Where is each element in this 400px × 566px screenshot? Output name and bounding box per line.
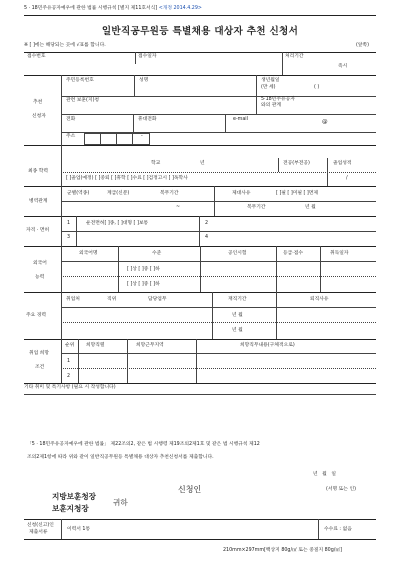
attachment-label-1: 신청(신고)인: [27, 523, 54, 528]
desired-position-label: 희망직렬: [86, 343, 105, 348]
service-months-value: 년 월: [305, 205, 316, 210]
major-label: 전공(부전공): [283, 161, 310, 166]
address-label: 주소: [66, 134, 76, 139]
page-side-mark: (앞쪽): [356, 43, 370, 48]
merit-relation-label-2: 와의 관계: [261, 103, 282, 108]
desired-row-2-number: 2: [67, 374, 71, 379]
career-duty-label: 담당업무: [148, 297, 167, 302]
merit-relation-label-1: 5·18민주유공자: [261, 97, 295, 102]
cert-row-2-number: 2: [205, 221, 209, 226]
applicant-label: 신청인: [178, 485, 202, 494]
recipient-regional-office: 지방보훈청장: [52, 492, 97, 501]
career-reason-label: 퇴직사유: [310, 297, 329, 302]
application-date: 년 월 일: [313, 472, 336, 477]
language-score-label: 등급·점수: [283, 251, 304, 256]
name-label: 성명: [139, 78, 149, 83]
language-name-label: 외국어명: [79, 251, 98, 256]
employer-label: 취업처: [66, 297, 80, 302]
career-period-value-2: 년 월: [232, 328, 243, 333]
desired-duty-label: 희망직무내용(구체적으로): [240, 343, 295, 348]
desired-section-label-2: 조건: [35, 365, 45, 370]
career-period-label: 재직기간: [228, 297, 247, 302]
signature-hint: (서명 또는 인): [326, 487, 356, 492]
birth-sub-label: (만 세): [261, 85, 276, 90]
email-label: e-mail: [233, 117, 248, 122]
military-section-label: 병역관계: [29, 199, 48, 204]
cert-row-4-number: 4: [205, 235, 209, 240]
language-test-label: 공인시험: [228, 251, 247, 256]
career-position-label: 직위: [107, 297, 117, 302]
applicant-section-label-1: 추천: [33, 100, 43, 105]
attachment-label-2: 제출서류: [29, 530, 48, 535]
school-label: 학교: [151, 161, 161, 166]
education-status-options[interactable]: [ ]졸업(예정) [ ]중퇴 [ ]휴학 [ ]수료 [ ]검정고시 [ ]독학사: [66, 176, 188, 181]
cert-row-3-number: 3: [67, 235, 71, 240]
relation-office-label: 관련 보훈(지)청: [66, 98, 100, 103]
language-level-options-2[interactable]: [ ]상 [ ]중 [ ]하: [127, 282, 160, 287]
rank-label: 계급(신분): [107, 191, 130, 196]
grade-label: 졸업성적: [333, 161, 352, 166]
processing-period-value: 즉시: [338, 64, 348, 69]
form-title: 일반직공무원등 특별채용 대상자 추천 신청서: [101, 26, 299, 37]
language-section-label-1: 외국어: [33, 261, 47, 266]
branch-label: 군별(역종): [67, 191, 90, 196]
desired-section-label-1: 취업 희망: [29, 351, 50, 356]
email-at-symbol: @: [322, 119, 328, 125]
phone-label: 전화: [66, 117, 76, 122]
desired-rank-label: 순위: [65, 343, 75, 348]
language-level-options-1[interactable]: [ ]상 [ ]중 [ ]하: [127, 267, 160, 272]
discharge-reason-label: 제대사유: [232, 191, 251, 196]
receipt-bottom-rule: [24, 75, 376, 76]
hobby-notes-label: 기타 취미 및 특기사항 (필요 시 작성합니다): [24, 385, 116, 390]
applicant-section-label-2: 신청자: [32, 114, 46, 119]
age-field[interactable]: ( ): [314, 85, 320, 90]
law-reference: [24, 7, 202, 12]
paper-spec: 210mm×297mm[백상지 80g/㎡ 또는 중질지 80g/㎡]: [223, 548, 343, 553]
law-title: 5 · 18민주유공자예우에 관한 법률 시행규칙 [별지 제11호서식]: [24, 6, 158, 11]
language-date-label: 취득일자: [330, 251, 349, 256]
mobile-label: 휴대전화: [138, 117, 157, 122]
receipt-number-label: 접수번호: [27, 54, 46, 59]
receipt-top-rule: [24, 52, 376, 53]
revision-note: <개정 2014.4.29>: [158, 6, 202, 11]
id-number-label: 주민등록번호: [66, 78, 94, 83]
grade-slash: /: [346, 176, 348, 181]
declaration-line-1: 「5 · 18민주유공자예우에 관한 법률」 제22조의2, 같은 법 시행령 제19조의2제1호 및 같은 법 시행규칙 제12: [27, 442, 260, 447]
instruction-text: ※ [ ]에는 해당되는 곳에 √표를 합니다.: [24, 43, 106, 48]
desired-region-label: 희망근무지역: [136, 343, 164, 348]
driver-license-options[interactable]: 운전면허[ ]종, [ ]대형 [ ]보통: [86, 221, 149, 226]
year-label: 년: [200, 161, 205, 166]
header-rule: [24, 15, 376, 16]
birth-label: 생년월일: [261, 78, 280, 83]
processing-period-label: 처리기간: [285, 54, 304, 59]
certification-section-label: 자격 · 면허: [26, 228, 50, 233]
declaration-line-2: 조의2제1항에 따라 위와 같이 일반직공무원등 특별채용 대상자 추천신청서를 제출합니다.: [27, 455, 214, 460]
service-period-dash: ~: [176, 205, 181, 210]
service-period-label: 복무기간: [160, 191, 179, 196]
receipt-date-label: 접수일자: [138, 54, 157, 59]
career-section-label: 주요 경력: [26, 313, 47, 318]
education-section-label: 최종 학력: [28, 169, 49, 174]
language-level-label: 수준: [152, 251, 162, 256]
cert-row-1-number: 1: [67, 221, 71, 226]
honorific-text: 귀하: [113, 498, 128, 507]
military-status-options[interactable]: [ ]필 [ ]미필 [ ]면제: [276, 191, 319, 196]
postcode-dash: -: [141, 134, 143, 139]
fee-label: 수수료 : 없음: [324, 527, 352, 532]
service-months-label: 복무기간: [247, 205, 266, 210]
recipient-branch-office: 보훈지청장: [52, 504, 89, 513]
career-period-value-1: 년 월: [232, 313, 243, 318]
language-section-label-2: 능력: [35, 275, 45, 280]
attachment-value: 이력서 1통: [67, 527, 91, 532]
desired-row-1-number: 1: [67, 359, 71, 364]
